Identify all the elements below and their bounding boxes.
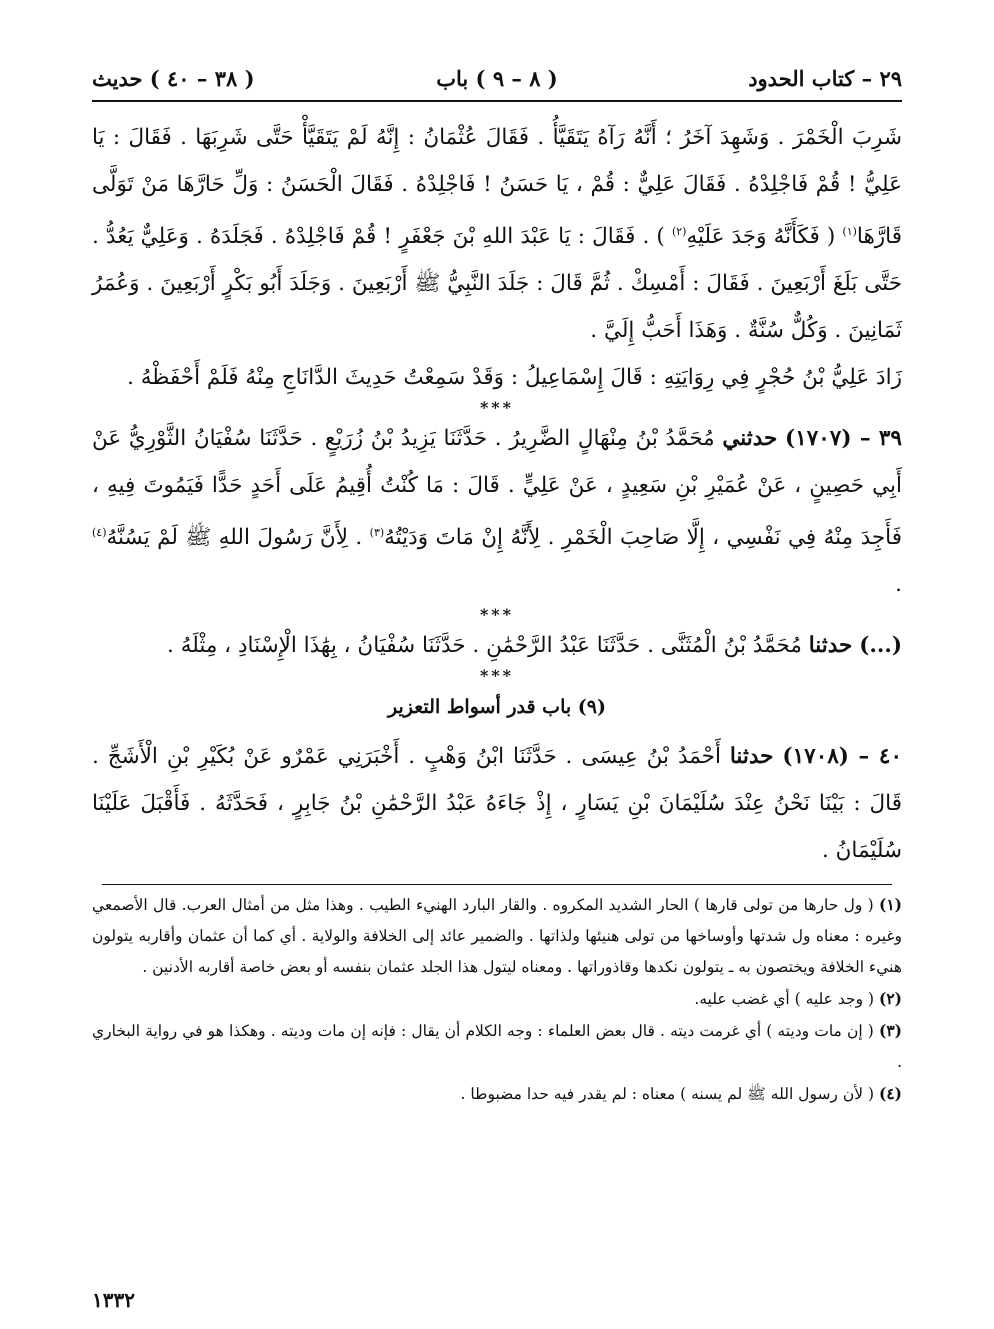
text-segment: ) . فَقَالَ : يَا عَبْدَ اللهِ بْنَ جَعْفَرٍ ! قُمْ فَاجْلِدْهُ . فَجَلَدَهُ . وَعَلِيٌّ يَعُدُّ . حَتَّى بَلَغَ أَرْبَعِينَ . فَقَالَ : أَمْسِكْ . ثُمَّ قَالَ : جَلَدَ النَّبِيُّ ﷺ أَرْبَعِينَ . وَجَلَدَ أَبُو بَكْرٍ أَرْبَعِينَ . وَعُمَرُ ثَمَانِينَ . وَكُلٌّ سُنَّةٌ . وَهَذَا أَحَبُّ إِلَيَّ .	[92, 224, 902, 344]
footnote-ref-1[interactable]: (١)	[842, 225, 857, 238]
footnote-number: (٢)	[878, 989, 902, 1009]
footnote-ref-2[interactable]: (٢)	[671, 225, 687, 238]
page-header	[92, 62, 902, 102]
text-segment: . لِأَنَّ رَسُولَ اللهِ ﷺ لَمْ يَسُنَّهُ	[106, 525, 370, 551]
paragraph-continuation	[92, 114, 902, 354]
hadith-number: (...)	[859, 633, 902, 659]
footnote-text: ( وجد عليه ) أي غضب عليه.	[694, 990, 875, 1009]
text-segment: أَحْمَدُ بْنُ عِيسَى . حَدَّثَنَا ابْنُ وَهْبٍ . أَخْبَرَنِي عَمْرٌو عَنْ بُكَيْرِ بْنِ الْأَشَجِّ . قَالَ : بَيْنَا نَحْنُ عِنْدَ سُلَيْمَانَ بْنِ يَسَارٍ ، إِذْ جَاءَهُ عَبْدُ الرَّحْمَٰنِ بْنُ جَابِرٍ ، فَحَدَّثَهُ . فَأَقْبَلَ عَلَيْنَا سُلَيْمَانُ .	[92, 744, 902, 864]
book-page	[92, 62, 902, 1312]
haddatha-word: حدثني	[722, 426, 778, 452]
hadith-number: ٤٠ – (١٧٠٨)	[782, 744, 902, 770]
separator-stars: ***	[479, 398, 515, 418]
chapter-heading: (٩) باب قدر أسواط التعزير	[388, 696, 606, 719]
text-segment: مُحَمَّدُ بْنُ مِنْهَالٍ الضَّرِيرُ . حَدَّثَنَا يَزِيدُ بْنُ زُرَيْعٍ . حَدَّثَنَا سُفْيَانُ الثَّوْرِيُّ عَنْ أَبِي حَصِينٍ ، عَنْ عُمَيْرِ بْنِ سَعِيدٍ ، عَنْ عَلِيٍّ . قَالَ : مَا كُنْتُ أُقِيمُ عَلَى أَحَدٍ حَدًّا فَيَمُوتَ فِيهِ ، فَأَجِدَ مِنْهُ فِي نَفْسِي ، إِلَّا صَاحِبَ الْخَمْرِ . لِأَنَّهُ إِنْ مَاتَ وَدَيْتُهُ	[92, 426, 902, 551]
header-hadith-range: ( ٣٨ – ٤٠ ) حديث	[92, 66, 255, 91]
main-text	[92, 102, 902, 874]
separator-stars: ***	[479, 605, 515, 625]
separator-stars: ***	[479, 666, 515, 686]
haddatha-word: حدثنا	[729, 744, 774, 770]
footnote-number: (١)	[878, 895, 902, 915]
page-number: ١٣٣٢	[92, 1288, 135, 1312]
text-segment: ( فَكَأَنَّهُ وَجَدَ عَلَيْهِ	[686, 224, 843, 250]
footnote-number: (٤)	[878, 1084, 902, 1104]
footnote-text: ( ول حارها من تولى قارها ) الحار الشديد المكروه . والقار البارد الهنيء الطيب . وهذا مثل من أمثال العرب. قال الأصمعي وغيره : معناه ول شدتها وأوساخها من تولى هنيئها ولذاتها . والضمير عائد إلى الخلافة والولاية . أي كما أن عثمان وأقاربه يتولون هنيء الخلافة ويختصون به ـ يتولون نكدها وقاذوراتها . ومعناه ليتول هذا الجلد عثمان بنفسه أو بعض خاصة أقاربه الأدنين .	[92, 896, 902, 977]
header-chapter: ( ٨ – ٩ ) باب	[436, 66, 558, 91]
footnote-number: (٣)	[878, 1021, 902, 1041]
text-segment: .	[895, 572, 902, 598]
hadith-39-variant	[92, 622, 902, 669]
footnote-ref-4[interactable]: (٤)	[92, 526, 107, 540]
hadith-40	[92, 733, 902, 874]
footnotes	[92, 885, 902, 1110]
header-book-title: ٢٩ – كتاب الحدود	[748, 66, 902, 91]
footnote-text: ( إن مات وديته ) أي غرمت ديته . قال بعض العلماء : وجه الكلام أن يقال : فإنه إن مات وديته . وهكذا هو في رواية البخاري .	[92, 1022, 902, 1072]
footnote-1	[92, 889, 902, 983]
hadith-39	[92, 415, 902, 608]
text-segment: مُحَمَّدُ بْنُ الْمُثَنَّى . حَدَّثَنَا عَبْدُ الرَّحْمَٰنِ . حَدَّثَنَا سُفْيَانُ ، بِهَٰذَا الْإِسْنَادِ ، مِثْلَهُ .	[167, 633, 809, 659]
footnote-text: ( لأن رسول الله ﷺ لم يسنه ) معناه : لم يقدر فيه حدا مضبوطا .	[460, 1085, 875, 1104]
hadith-number: ٣٩ – (١٧٠٧)	[784, 426, 902, 452]
footnote-ref-3[interactable]: (٣)	[369, 526, 385, 540]
haddatha-word: حدثنا	[808, 633, 853, 659]
footnote-3	[92, 1015, 902, 1078]
paragraph-addition: زَادَ عَلِيُّ بْنُ حُجْرٍ فِي رِوَايَتِهِ : قَالَ إِسْمَاعِيلُ : وَقَدْ سَمِعْتُ حَدِيثَ الدَّانَاجِ مِنْهُ فَلَمْ أَحْفَظْهُ .	[127, 365, 902, 391]
text-segment: شَرِبَ الْخَمْرَ . وَشَهِدَ آخَرُ ؛ أَنَّهُ رَآهُ يَتَقَيَّأُ . فَقَالَ عُثْمَانُ : إِنَّهُ لَمْ يَتَقَيَّأْ حَتَّى شَرِبَهَا . فَقَالَ : يَا عَلِيُّ ! قُمْ فَاجْلِدْهُ . فَقَالَ عَلِيٌّ : قُمْ ، يَا حَسَنُ ! فَاجْلِدْهُ . فَقَالَ الْحَسَنُ : وَلِّ حَارَّهَا مَنْ تَوَلَّى قَارَّهَا	[92, 125, 903, 250]
footnote-4	[92, 1078, 902, 1110]
footnote-2	[92, 983, 902, 1015]
